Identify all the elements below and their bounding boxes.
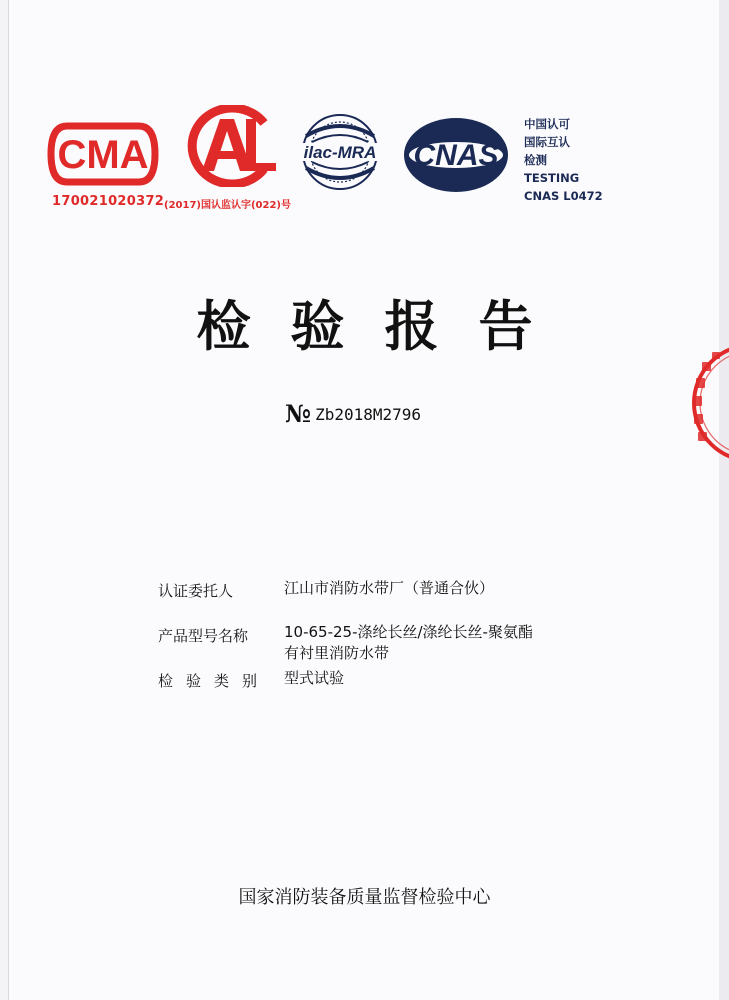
cal-number: (2017)国认监认字(022)号 [164, 200, 291, 211]
product-label: 产品型号名称 [158, 627, 249, 645]
ilac-mra-logo [290, 112, 390, 192]
report-title: 检验报告 [196, 295, 573, 358]
cal-logo [172, 105, 280, 187]
cnas-line: TESTING [524, 171, 580, 185]
number-sign: № [285, 399, 312, 428]
report-number-value: Zb2018M2796 [315, 405, 422, 424]
cma-number: 170021020372 [52, 194, 165, 209]
cnas-logo-text: CNAS [413, 139, 499, 172]
cma-logo-text: CMA [57, 133, 149, 177]
product-value-line: 有衬里消防水带 [284, 644, 390, 662]
cnas-logo [402, 116, 510, 194]
client-label: 认证委托人 [158, 582, 234, 600]
client-value: 江山市消防水带厂（普通合伙） [284, 579, 495, 597]
product-value-line: 10-65-25-涤纶长丝/涤纶长丝-聚氨酯 [284, 623, 533, 641]
cnas-line: 检测 [524, 153, 547, 167]
cnas-line: 中国认可 [524, 117, 570, 131]
ilac-mra-text: ilac-MRA [303, 143, 377, 162]
organization-name: 国家消防装备质量监督检验中心 [238, 887, 491, 908]
page-edge [719, 0, 729, 1000]
test-type-value: 型式试验 [284, 669, 345, 687]
cnas-line: 国际互认 [524, 135, 570, 149]
report-number [285, 399, 421, 428]
cma-logo [47, 122, 159, 186]
product-value [284, 622, 533, 664]
test-type-label: 检验类别 [158, 672, 271, 690]
cnas-accreditation-info [524, 115, 603, 205]
cnas-line: CNAS L0472 [524, 189, 603, 203]
red-seal-stamp [672, 340, 729, 466]
